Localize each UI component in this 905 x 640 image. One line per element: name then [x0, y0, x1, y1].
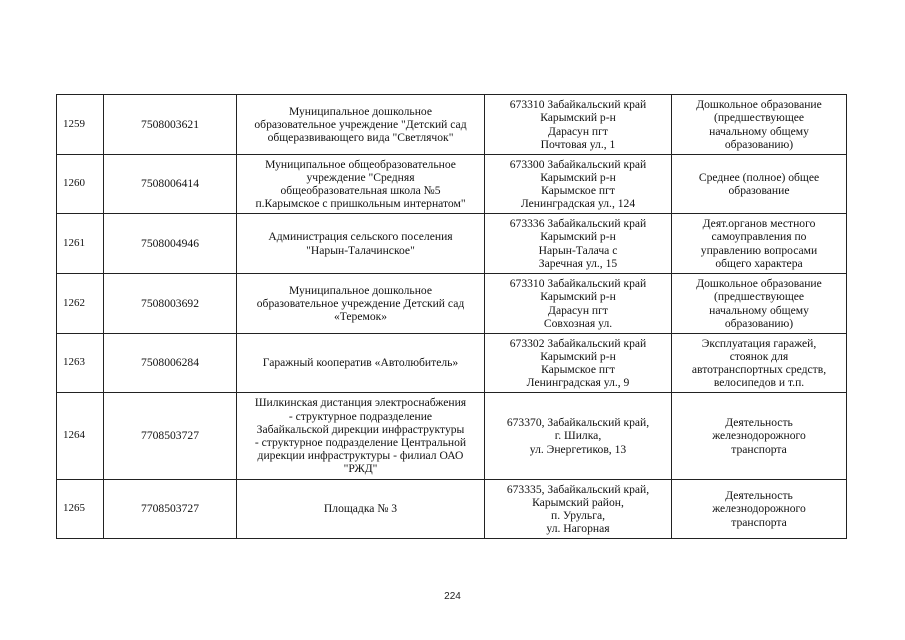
address-line: 673335, Забайкальский край, — [506, 482, 650, 496]
name-line: Площадка № 3 — [323, 502, 398, 516]
activity-line: (предшествующее — [713, 111, 805, 125]
name-line: образовательное учреждение "Детский сад — [254, 117, 467, 131]
table-row — [57, 334, 847, 393]
activity-cell — [672, 334, 847, 393]
activity-line: Деятельность — [725, 489, 793, 503]
name-line: дирекции инфраструктуры - филиал ОАО — [257, 449, 464, 463]
activity-line: стоянок для — [729, 349, 789, 363]
name-line: общеобразовательная школа №5 — [280, 184, 441, 197]
activity-line: транспорта — [731, 442, 787, 456]
inn-cell: 7508003621 — [104, 95, 237, 155]
name-line: Администрация сельского поселения — [268, 230, 453, 244]
address-line: Почтовая ул., 1 — [540, 137, 616, 151]
inn-cell: 7508003692 — [104, 274, 237, 334]
address-line: Карымский р-н — [540, 111, 616, 125]
activity-cell — [672, 155, 847, 214]
address-line: 673310 Забайкальский край — [509, 277, 647, 291]
address-line: 673310 Забайкальский край — [509, 98, 647, 112]
inn-cell: 7508006284 — [104, 334, 237, 393]
table-row — [57, 393, 847, 480]
organization-name-cell — [237, 393, 485, 480]
address-line: Карымский р-н — [540, 170, 616, 184]
address-line: Карымское пгт — [541, 184, 615, 197]
name-line: Муниципальное дошкольное — [288, 283, 433, 297]
address-line: Карымский р-н — [540, 290, 616, 304]
page-number: 224 — [444, 591, 461, 602]
address-cell — [485, 95, 672, 155]
registry-table — [56, 94, 847, 539]
organization-name-cell — [237, 334, 485, 393]
activity-line: Деятельность — [725, 416, 793, 430]
organization-name-cell — [237, 274, 485, 334]
name-line: Муниципальное дошкольное — [288, 104, 433, 118]
inn-cell: 7708503727 — [104, 393, 237, 480]
activity-line: образованию) — [724, 316, 794, 330]
row-number: 1262 — [57, 274, 104, 334]
name-line: - структурное подразделение Центральной — [254, 436, 467, 449]
activity-line: управлению вопросами — [700, 243, 818, 257]
table-row — [57, 480, 847, 539]
inn-cell: 7508006414 — [104, 155, 237, 214]
name-line: "Нарын-Талачинское" — [306, 243, 415, 257]
activity-line: начальному общему — [709, 124, 809, 138]
organization-name-cell — [237, 480, 485, 539]
address-line: г. Шилка, — [554, 429, 602, 443]
activity-cell — [672, 480, 847, 539]
activity-line: образованию) — [724, 137, 794, 151]
name-line: Шилкинская дистанция электроснабжения — [254, 396, 467, 410]
address-line: Ленинградская ул., 9 — [526, 376, 630, 390]
address-line: 673302 Забайкальский край — [509, 336, 647, 350]
activity-line: Дошкольное образование — [696, 98, 822, 112]
activity-line: Деят.органов местного — [702, 217, 816, 231]
address-cell — [485, 480, 672, 539]
activity-line: Среднее (полное) общее — [698, 170, 820, 184]
address-line: Нарын-Талача с — [538, 243, 618, 257]
address-line: Ленинградская ул., 124 — [520, 197, 636, 211]
address-line: Карымское пгт — [541, 363, 615, 376]
row-number: 1265 — [57, 480, 104, 539]
name-line: учреждение "Средняя — [306, 170, 415, 184]
activity-line: начальному общему — [709, 303, 809, 317]
address-line: Карымский р-н — [540, 230, 616, 244]
row-number: 1260 — [57, 155, 104, 214]
address-cell — [485, 274, 672, 334]
address-line: ул. Нагорная — [546, 522, 610, 536]
table-row — [57, 155, 847, 214]
activity-cell — [672, 95, 847, 155]
organization-name-cell — [237, 95, 485, 155]
name-line: Муниципальное общеобразовательное — [265, 157, 456, 171]
activity-line: общего характера — [715, 256, 803, 270]
address-line: п. Урульга, — [551, 509, 605, 522]
address-line: ул. Энергетиков, 13 — [529, 442, 627, 456]
address-cell — [485, 214, 672, 274]
organization-name-cell — [237, 214, 485, 274]
activity-line: самоуправления по — [711, 230, 807, 244]
table-row — [57, 274, 847, 334]
name-line: «Теремок» — [333, 310, 388, 324]
row-number: 1261 — [57, 214, 104, 274]
activity-line: железнодорожного — [712, 429, 806, 443]
activity-line: Дошкольное образование — [696, 277, 822, 291]
address-line: Заречная ул., 15 — [538, 256, 618, 270]
name-line: образовательное учреждение Детский сад — [256, 296, 465, 310]
name-line: "РЖД" — [343, 462, 378, 476]
registry-body — [57, 95, 847, 539]
address-cell — [485, 334, 672, 393]
address-line: 673336 Забайкальский край — [509, 217, 647, 231]
activity-line: велосипедов и т.п. — [713, 376, 805, 390]
activity-line: автотранспортных средств, — [691, 363, 827, 376]
row-number: 1264 — [57, 393, 104, 480]
activity-line: железнодорожного — [712, 502, 806, 516]
address-cell — [485, 155, 672, 214]
row-number: 1259 — [57, 95, 104, 155]
address-line: 673370, Забайкальский край, — [506, 416, 650, 430]
address-line: Карымский р-н — [540, 349, 616, 363]
name-line: Гаражный кооператив «Автолюбитель» — [262, 356, 459, 370]
activity-line: транспорта — [731, 515, 787, 529]
table-row — [57, 95, 847, 155]
activity-line: образование — [728, 184, 790, 197]
activity-cell — [672, 393, 847, 480]
activity-cell — [672, 274, 847, 334]
name-line: п.Карымское с пришкольным интернатом" — [255, 197, 466, 211]
name-line: Забайкальской дирекции инфраструктуры — [256, 422, 465, 436]
row-number: 1263 — [57, 334, 104, 393]
name-line: общеразвивающего вида "Светлячок" — [267, 131, 454, 145]
organization-name-cell — [237, 155, 485, 214]
address-line: Дарасун пгт — [548, 124, 608, 138]
activity-line: (предшествующее — [713, 290, 805, 304]
activity-line: Эксплуатация гаражей, — [701, 336, 817, 350]
address-cell — [485, 393, 672, 480]
activity-cell — [672, 214, 847, 274]
inn-cell: 7508004946 — [104, 214, 237, 274]
address-line: 673300 Забайкальский край — [509, 157, 647, 171]
name-line: - структурное подразделение — [288, 409, 433, 423]
table-row — [57, 214, 847, 274]
address-line: Совхозная ул. — [543, 316, 613, 330]
address-line: Карымский район, — [532, 495, 624, 509]
address-line: Дарасун пгт — [548, 303, 608, 317]
inn-cell: 7708503727 — [104, 480, 237, 539]
